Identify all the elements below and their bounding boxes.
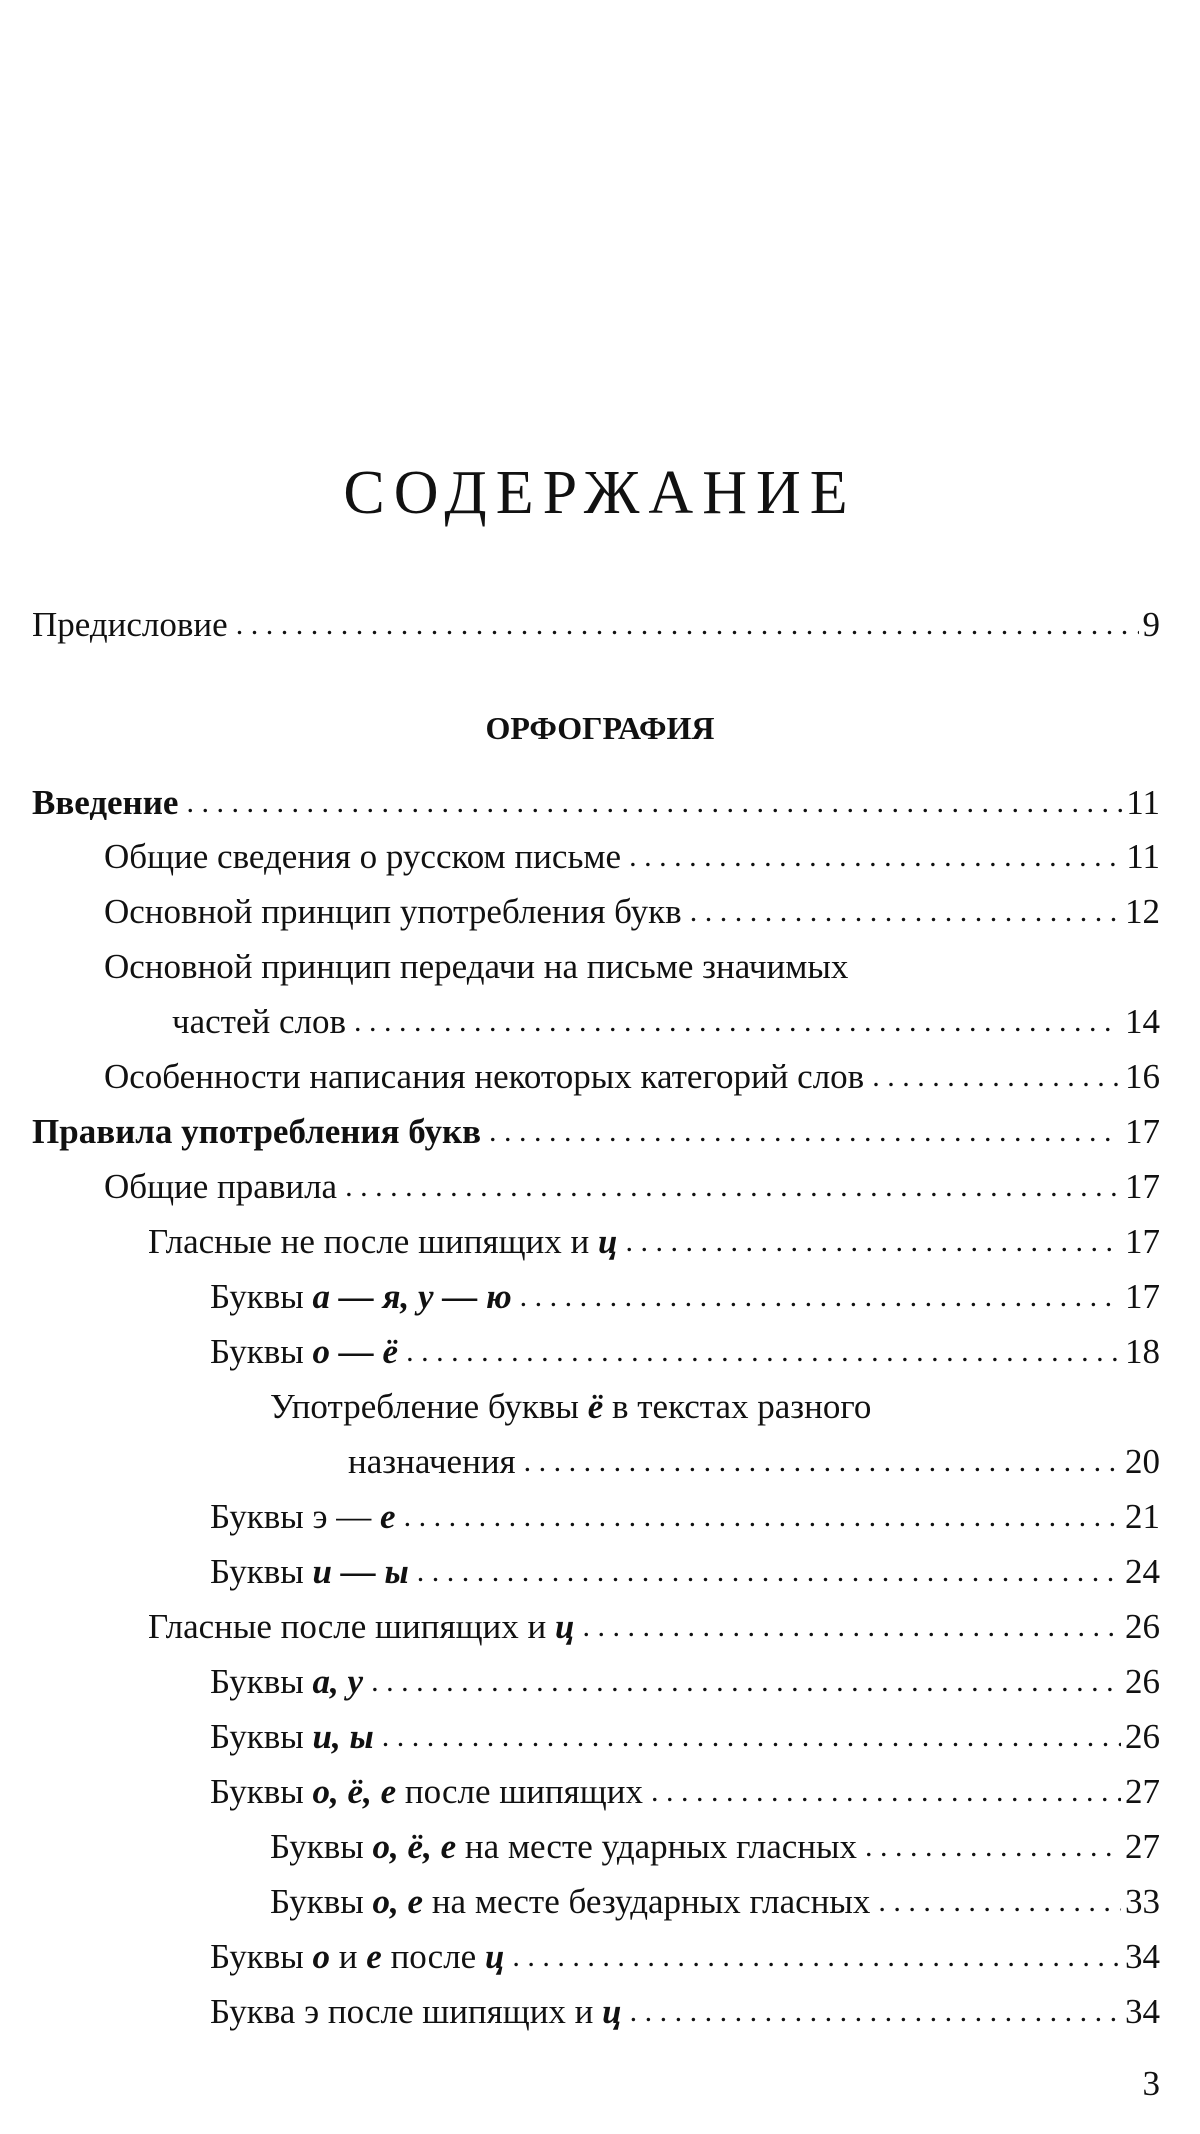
toc-entry-label: Буквы о, е на месте безударных гласных [270,1882,871,1921]
toc-entry-label: Правила употребления букв [32,1112,482,1151]
toc-page-number: 14 [1125,1002,1160,1041]
toc-entry-label: Общие сведения о русском письме [104,837,622,876]
toc-entry [210,1659,1160,1705]
dot-leader [625,1219,1121,1265]
toc-page-number: 17 [1125,1112,1160,1151]
toc-entry-label: Буквы о, ё, е на месте ударных гласных [270,1827,858,1866]
toc-page-number: 12 [1125,892,1160,931]
toc-page-number: 16 [1125,1057,1160,1096]
dot-leader [354,999,1121,1045]
section-heading: ОРФОГРАФИЯ [485,710,715,746]
toc-entry [148,1604,1160,1650]
toc-entry-label: Буква э после шипящих и ц [210,1992,622,2031]
toc-entry [210,1934,1160,1980]
toc-page-number: 11 [1126,837,1160,876]
dot-leader [524,1439,1121,1485]
toc-entry [148,1219,1160,1265]
toc-entry-label: Особенности написания некоторых категорий слов [104,1057,865,1096]
toc-page-number: 17 [1125,1277,1160,1316]
toc-entry-label: Буквы о, ё, е после шипящих [210,1772,643,1811]
dot-leader [520,1274,1121,1320]
toc-entry-label: Буквы а, у [210,1662,364,1701]
dot-leader [404,1494,1121,1540]
dot-leader [512,1934,1121,1980]
toc-page-number: 11 [1126,783,1160,822]
toc-entry [32,1109,1160,1155]
toc-page-number: 34 [1125,1937,1160,1976]
toc-entry [104,1164,1160,1210]
toc-entry [210,1494,1160,1540]
toc-entry [270,1879,1160,1925]
toc-entry [32,780,1160,826]
toc-page-number: 27 [1125,1827,1160,1866]
dot-leader [630,1989,1121,2035]
toc-page-number: 24 [1125,1552,1160,1591]
dot-leader [489,1109,1121,1155]
dot-leader [629,834,1122,880]
toc-entry-label: Буквы о — ё [210,1332,399,1371]
toc-entry-label: Буквы и, ы [210,1717,374,1756]
toc-entry-line: Употребление буквы ё в текстах разного [270,1387,872,1426]
dot-leader [582,1604,1121,1650]
toc-entry-label: Буквы э — е [210,1497,396,1536]
toc-entry-label: Гласные не после шипящих и ц [148,1222,618,1261]
dot-leader [236,602,1139,648]
toc-page-number: 34 [1125,1992,1160,2031]
dot-leader [651,1769,1121,1815]
toc-entry-label: Основной принцип употребления букв [104,892,682,931]
toc-entry-label: частей слов [172,1002,347,1041]
toc-page-number: 26 [1125,1717,1160,1756]
toc-page-number: 26 [1125,1607,1160,1646]
toc-page-number: 18 [1125,1332,1160,1371]
toc-entry-label: Буквы о и е после ц [210,1937,505,1976]
dot-leader [382,1714,1121,1760]
dot-leader [406,1329,1121,1375]
toc-entry [210,1329,1160,1375]
dot-leader [878,1879,1121,1925]
toc-entry-label: Введение [32,783,179,822]
toc-page-number: 9 [1142,605,1160,644]
toc-entry-label: Буквы а — я, у — ю [210,1277,512,1316]
toc-entry [104,1054,1160,1100]
toc-page-number: 20 [1125,1442,1160,1481]
toc-entry [270,1824,1160,1870]
toc-page-number: 21 [1125,1497,1160,1536]
toc-entry-line: Основной принцип передачи на письме значимых [104,947,849,986]
toc-entry-label: Гласные после шипящих и ц [148,1607,575,1646]
dot-leader [186,780,1122,826]
toc-entry [172,999,1160,1045]
page-title: СОДЕРЖАНИЕ [343,459,857,527]
toc-entry-label: назначения [348,1442,516,1481]
toc-entry [348,1439,1160,1485]
dot-leader [690,889,1121,935]
toc-entry [210,1714,1160,1760]
toc-entry [104,834,1160,880]
toc-entry-label: Буквы и — ы [210,1552,409,1591]
dot-leader [371,1659,1121,1705]
toc-page-number: 27 [1125,1772,1160,1811]
toc-entry [210,1274,1160,1320]
toc-entry [104,889,1160,935]
dot-leader [872,1054,1121,1100]
toc-entry [210,1989,1160,2035]
toc-entry-label: Предисловие [32,605,228,644]
dot-leader [345,1164,1121,1210]
toc-entry [210,1549,1160,1595]
toc-page-number: 17 [1125,1167,1160,1206]
toc-page-number: 17 [1125,1222,1160,1261]
toc-entry [210,1769,1160,1815]
toc-entry-label: Общие правила [104,1167,338,1206]
page-number: 3 [1142,2064,1160,2103]
toc-entry-preface [32,602,1160,648]
dot-leader [865,1824,1121,1870]
toc-page-number: 33 [1125,1882,1160,1921]
dot-leader [417,1549,1121,1595]
toc-page-number: 26 [1125,1662,1160,1701]
